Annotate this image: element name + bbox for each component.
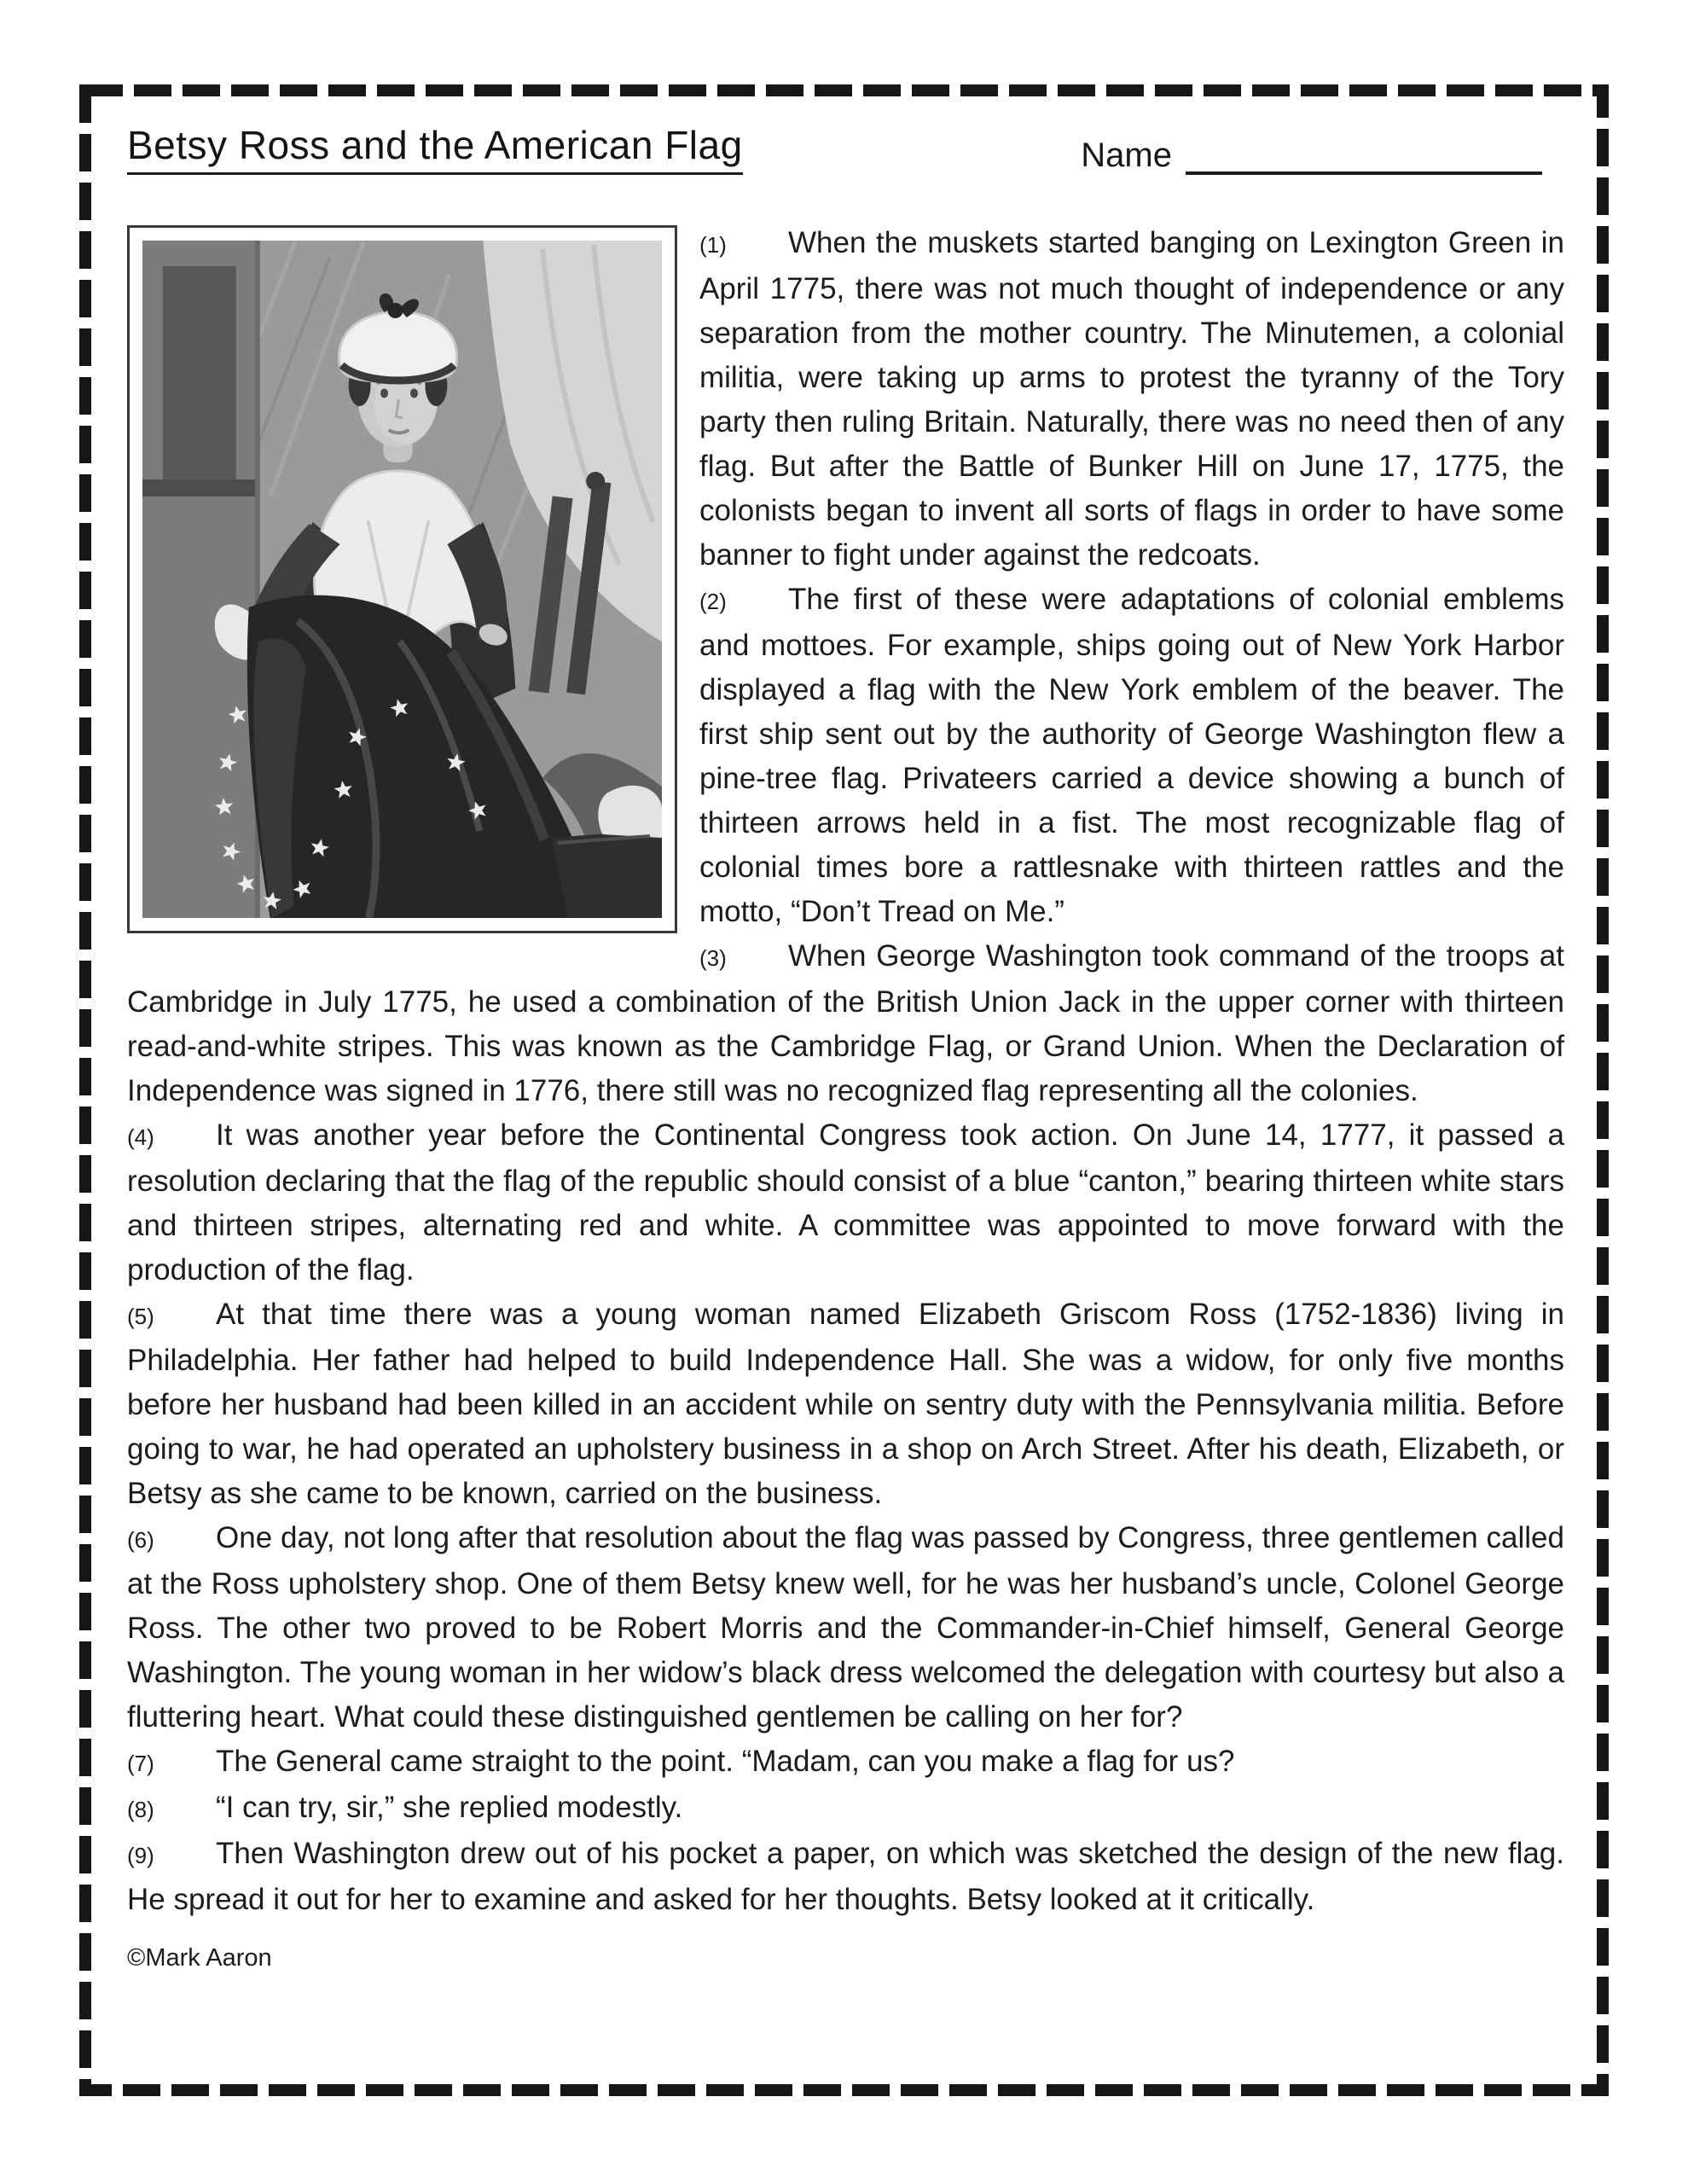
paragraph-text: When George Washington took command of the troops at Cambridge in July 1775, he used a combination of the British Union Jack in the upper corner with thirteen read-and-white stripes. This was known as the Cambridge Flag, or Grand Union. When the Declaration of Independence was signed in 1776, there still was no recognized flag representing all the colonies.: [127, 938, 1564, 1107]
paragraph-number: (4): [127, 1124, 154, 1150]
paragraph-number: (3): [699, 944, 727, 971]
name-blank-line: [1186, 137, 1542, 175]
paragraph-4: [127, 1113, 1564, 1292]
paragraph-text: “I can try, sir,” she replied modestly.: [216, 1790, 683, 1824]
reading-passage: [127, 221, 1564, 1922]
paragraph-7: [127, 1740, 1564, 1786]
paragraph-text: At that time there was a young woman named Elizabeth Griscom Ross (1752-1836) living in Philadelphia. Her father had helped to build Independence Hall. She was a widow, for only five months before her husband had been killed in an accident while on sentry duty with the Pennsylvania militia. Before going to war, he had operated an upholstery business in a shop on Arch Street. After his death, Elizabeth, or Betsy as she came to be known, carried on the business.: [127, 1297, 1564, 1510]
name-label: Name: [1081, 136, 1172, 174]
paragraph-9: [127, 1832, 1564, 1922]
paragraph-text: One day, not long after that resolution about the flag was passed by Congress, three gentlemen called at the Ross upholstery shop. One of them Betsy knew well, for he was her husband’s uncle, Colonel George Ross. The other two proved to be Robert Morris and the Commander-in-Chief himself, General George Washington. The young woman in her widow’s black dress welcomed the delegation with courtesy but also a fluttering heart. What could these distinguished gentlemen be calling on her for?: [127, 1520, 1564, 1734]
name-field: [1081, 136, 1564, 175]
worksheet-page: [78, 84, 1610, 2097]
betsy-ross-illustration: [142, 241, 662, 918]
paragraph-8: [127, 1786, 1564, 1832]
paragraph-text: The first of these were adaptations of colonial emblems and mottoes. For example, ships going out of New York Harbor displayed a flag with the New York emblem of the beaver. The first ship sent out by the authority of George Washington flew a pine-tree flag. Privateers carried a device showing a bunch of thirteen arrows held in a fist. The most recognizable flag of colonial times bore a rattlesnake with thirteen rattles and the motto, “Don’t Tread on Me.”: [699, 582, 1564, 928]
paragraph-6: [127, 1516, 1564, 1740]
paragraph-5: [127, 1292, 1564, 1516]
paragraph-text: When the muskets started banging on Lexington Green in April 1775, there was not much thought of independence or any separation from the mother country. The Minutemen, a colonial militia, were taking up arms to protest the tyranny of the Tory party then ruling Britain. Naturally, there was no need then of any flag. But after the Battle of Bunker Hill on June 17, 1775, the colonists began to invent all sorts of flags in order to have some banner to fight under against the redcoats.: [699, 225, 1564, 572]
header: [127, 124, 1564, 175]
paragraph-number: (7): [127, 1750, 154, 1776]
paragraph-text: It was another year before the Continental Congress took action. On June 14, 1777, it passed a resolution declaring that the flag of the republic should consist of a blue “canton,” bearing thirteen white stars and thirteen stripes, alternating red and white. A committee was appointed to move forward with the production of the flag.: [127, 1118, 1564, 1287]
betsy-ross-portrait: [127, 225, 677, 933]
paragraph-number: (9): [127, 1842, 154, 1868]
paragraph-number: (2): [699, 588, 727, 614]
paragraph-number: (5): [127, 1303, 154, 1329]
paragraph-3: [127, 934, 1564, 1113]
page-title: Betsy Ross and the American Flag: [127, 124, 743, 175]
paragraph-number: (6): [127, 1526, 154, 1553]
paragraph-text: Then Washington drew out of his pocket a paper, on which was sketched the design of the new flag. He spread it out for her to examine and asked for her thoughts. Betsy looked at it critically.: [127, 1836, 1564, 1916]
paragraph-number: (1): [699, 231, 727, 258]
paragraph-text: The General came straight to the point. “Madam, can you make a flag for us?: [216, 1744, 1235, 1778]
copyright-notice: ©Mark Aaron: [127, 1943, 272, 1972]
page-content: [90, 95, 1598, 2086]
paragraph-number: (8): [127, 1796, 154, 1822]
